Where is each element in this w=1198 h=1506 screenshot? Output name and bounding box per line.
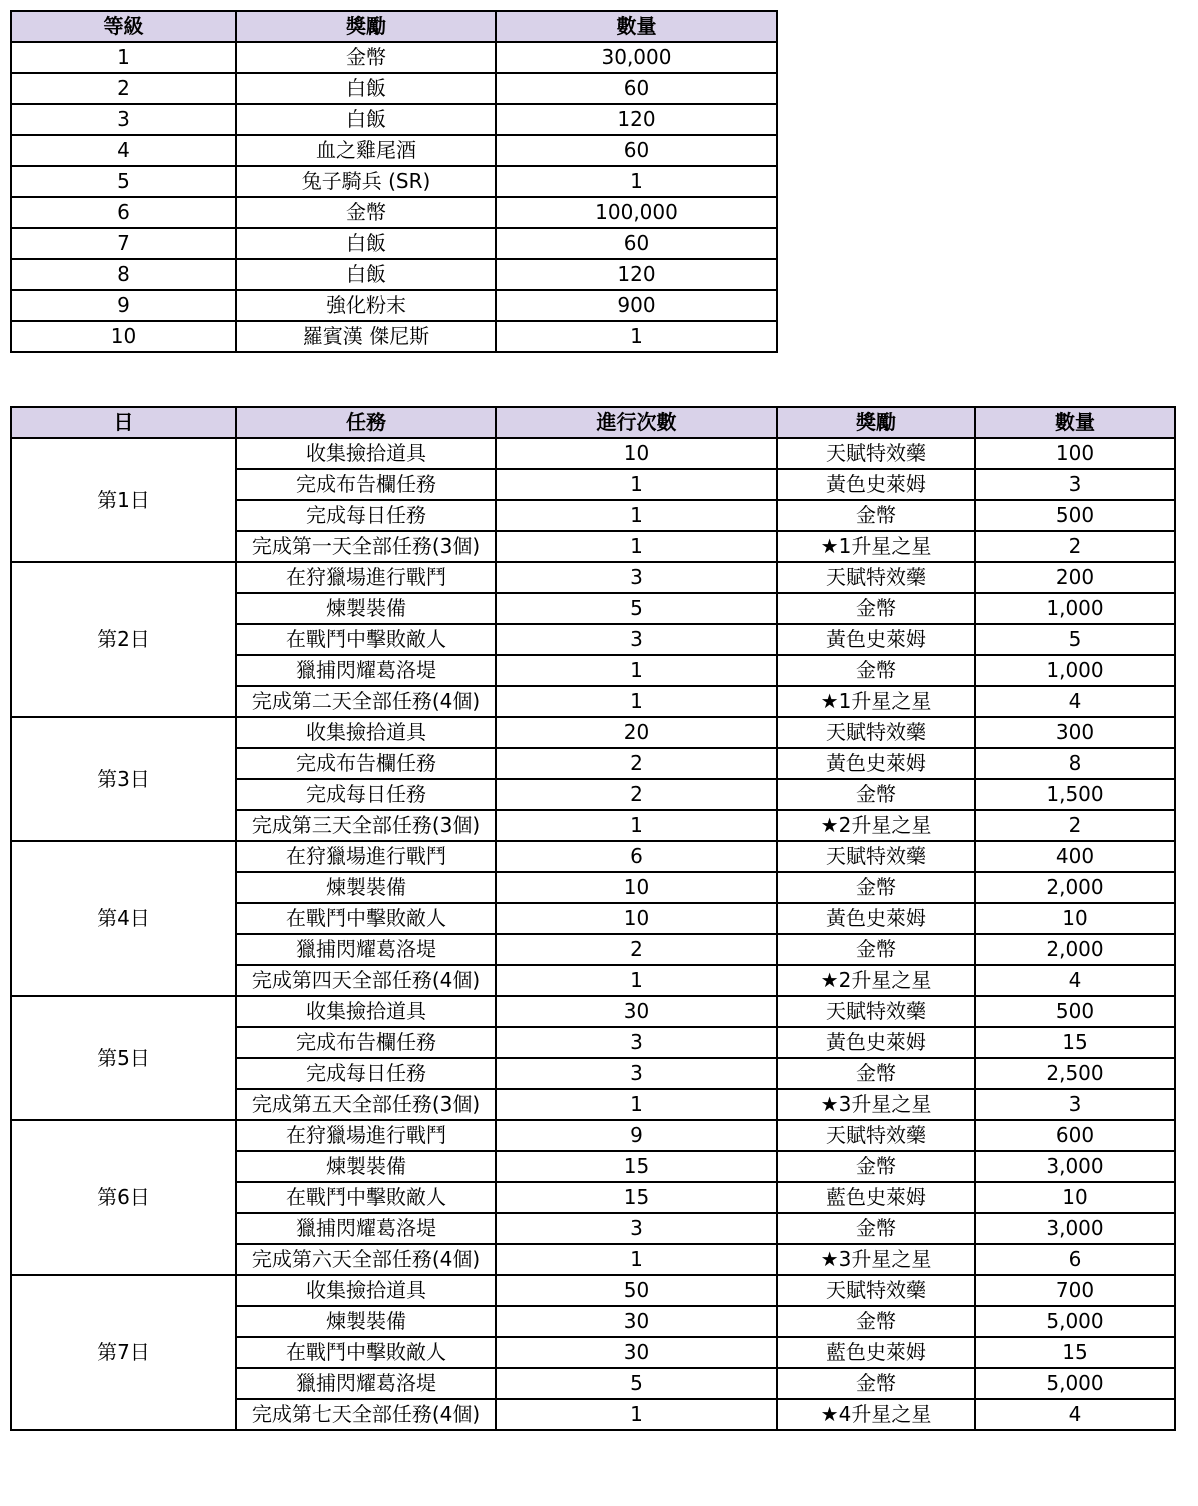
quantity-cell: 900 [496, 290, 777, 321]
quantity-cell: 4 [975, 965, 1175, 996]
count-cell: 6 [496, 841, 777, 872]
task-cell: 完成第一天全部任務(3個) [236, 531, 496, 562]
count-cell: 15 [496, 1182, 777, 1213]
reward-cell: 金幣 [777, 1368, 975, 1399]
count-cell: 1 [496, 531, 777, 562]
count-cell: 2 [496, 934, 777, 965]
count-cell: 1 [496, 1089, 777, 1120]
quantity-cell: 2,000 [975, 934, 1175, 965]
quantity-cell: 600 [975, 1120, 1175, 1151]
reward-cell: 藍色史萊姆 [777, 1337, 975, 1368]
table-row [11, 290, 777, 321]
task-cell: 完成布告欄任務 [236, 469, 496, 500]
quantity-cell: 1 [496, 321, 777, 352]
count-cell: 50 [496, 1275, 777, 1306]
count-cell: 1 [496, 1399, 777, 1430]
reward-cell: 金幣 [777, 779, 975, 810]
task-cell: 在戰鬥中擊敗敵人 [236, 1182, 496, 1213]
reward-cell: 白飯 [236, 259, 496, 290]
quantity-cell: 60 [496, 228, 777, 259]
quantity-cell: 3 [975, 469, 1175, 500]
level-cell: 6 [11, 197, 236, 228]
reward-cell: 黃色史萊姆 [777, 624, 975, 655]
table-row [11, 73, 777, 104]
level-table-body [11, 42, 777, 352]
day-label-cell: 第3日 [11, 717, 236, 841]
reward-cell: 黃色史萊姆 [777, 748, 975, 779]
quantity-cell: 2 [975, 810, 1175, 841]
count-cell: 1 [496, 1244, 777, 1275]
task-cell: 在狩獵場進行戰鬥 [236, 841, 496, 872]
quantity-cell: 8 [975, 748, 1175, 779]
quantity-cell: 120 [496, 104, 777, 135]
quantity-cell: 3,000 [975, 1213, 1175, 1244]
reward-cell: 金幣 [777, 1306, 975, 1337]
quantity-cell: 500 [975, 500, 1175, 531]
count-cell: 1 [496, 500, 777, 531]
reward-cell: 白飯 [236, 228, 496, 259]
reward-cell: 天賦特效藥 [777, 438, 975, 469]
table-row [11, 438, 1175, 469]
quantity-cell: 5,000 [975, 1368, 1175, 1399]
task-cell: 煉製裝備 [236, 872, 496, 903]
reward-cell: ★1升星之星 [777, 531, 975, 562]
level-table-header-row [11, 11, 777, 42]
task-cell: 煉製裝備 [236, 593, 496, 624]
task-cell: 獵捕閃耀葛洛堤 [236, 1213, 496, 1244]
task-cell: 完成布告欄任務 [236, 1027, 496, 1058]
task-cell: 在狩獵場進行戰鬥 [236, 562, 496, 593]
quantity-cell: 1,000 [975, 655, 1175, 686]
quantity-cell: 200 [975, 562, 1175, 593]
count-cell: 3 [496, 1027, 777, 1058]
quantity-cell: 100,000 [496, 197, 777, 228]
count-cell: 15 [496, 1151, 777, 1182]
reward-cell: 白飯 [236, 104, 496, 135]
table-row [11, 259, 777, 290]
level-cell: 1 [11, 42, 236, 73]
count-cell: 30 [496, 1306, 777, 1337]
day-label-cell: 第6日 [11, 1120, 236, 1275]
quantity-cell: 60 [496, 73, 777, 104]
reward-cell: 金幣 [777, 655, 975, 686]
quantity-cell: 60 [496, 135, 777, 166]
level-cell: 8 [11, 259, 236, 290]
count-cell: 3 [496, 1213, 777, 1244]
count-cell: 9 [496, 1120, 777, 1151]
count-cell: 10 [496, 903, 777, 934]
count-cell: 1 [496, 686, 777, 717]
quantity-cell: 4 [975, 1399, 1175, 1430]
table-row [11, 228, 777, 259]
reward-cell: 金幣 [236, 197, 496, 228]
level-header-quantity: 數量 [496, 11, 777, 42]
table-row [11, 996, 1175, 1027]
level-header-level: 等級 [11, 11, 236, 42]
table-row [11, 42, 777, 73]
day-label-cell: 第7日 [11, 1275, 236, 1430]
quantity-cell: 120 [496, 259, 777, 290]
reward-cell: 金幣 [777, 934, 975, 965]
task-cell: 在戰鬥中擊敗敵人 [236, 903, 496, 934]
task-cell: 在戰鬥中擊敗敵人 [236, 624, 496, 655]
reward-cell: 金幣 [777, 500, 975, 531]
count-cell: 1 [496, 965, 777, 996]
level-cell: 5 [11, 166, 236, 197]
reward-cell: 金幣 [777, 1058, 975, 1089]
task-cell: 完成布告欄任務 [236, 748, 496, 779]
count-cell: 20 [496, 717, 777, 748]
mission-header-quantity: 數量 [975, 407, 1175, 438]
mission-header-task: 任務 [236, 407, 496, 438]
quantity-cell: 3 [975, 1089, 1175, 1120]
reward-cell: 白飯 [236, 73, 496, 104]
quantity-cell: 2,500 [975, 1058, 1175, 1089]
quantity-cell: 5,000 [975, 1306, 1175, 1337]
reward-cell: 天賦特效藥 [777, 562, 975, 593]
reward-cell: 金幣 [777, 872, 975, 903]
count-cell: 10 [496, 872, 777, 903]
level-cell: 7 [11, 228, 236, 259]
level-reward-table [10, 10, 778, 353]
table-row [11, 1275, 1175, 1306]
reward-cell: 藍色史萊姆 [777, 1182, 975, 1213]
reward-cell: 金幣 [777, 1151, 975, 1182]
count-cell: 3 [496, 624, 777, 655]
task-cell: 完成每日任務 [236, 500, 496, 531]
reward-cell: ★3升星之星 [777, 1244, 975, 1275]
mission-header-count: 進行次數 [496, 407, 777, 438]
reward-cell: ★2升星之星 [777, 965, 975, 996]
reward-cell: 黃色史萊姆 [777, 469, 975, 500]
count-cell: 10 [496, 438, 777, 469]
quantity-cell: 10 [975, 1182, 1175, 1213]
level-cell: 2 [11, 73, 236, 104]
table-row [11, 1120, 1175, 1151]
task-cell: 完成第五天全部任務(3個) [236, 1089, 496, 1120]
count-cell: 5 [496, 1368, 777, 1399]
count-cell: 3 [496, 1058, 777, 1089]
quantity-cell: 700 [975, 1275, 1175, 1306]
quantity-cell: 500 [975, 996, 1175, 1027]
count-cell: 1 [496, 655, 777, 686]
quantity-cell: 4 [975, 686, 1175, 717]
day-label-cell: 第4日 [11, 841, 236, 996]
task-cell: 煉製裝備 [236, 1151, 496, 1182]
day-label-cell: 第1日 [11, 438, 236, 562]
level-cell: 9 [11, 290, 236, 321]
level-header-reward: 獎勵 [236, 11, 496, 42]
reward-cell: ★2升星之星 [777, 810, 975, 841]
task-cell: 完成第三天全部任務(3個) [236, 810, 496, 841]
table-row [11, 717, 1175, 748]
task-cell: 收集撿拾道具 [236, 996, 496, 1027]
count-cell: 30 [496, 996, 777, 1027]
quantity-cell: 2 [975, 531, 1175, 562]
task-cell: 完成第四天全部任務(4個) [236, 965, 496, 996]
task-cell: 獵捕閃耀葛洛堤 [236, 1368, 496, 1399]
task-cell: 收集撿拾道具 [236, 717, 496, 748]
quantity-cell: 1 [496, 166, 777, 197]
table-row [11, 135, 777, 166]
reward-cell: 黃色史萊姆 [777, 1027, 975, 1058]
table-row [11, 841, 1175, 872]
level-cell: 10 [11, 321, 236, 352]
reward-cell: 天賦特效藥 [777, 1120, 975, 1151]
count-cell: 5 [496, 593, 777, 624]
reward-cell: ★1升星之星 [777, 686, 975, 717]
task-cell: 獵捕閃耀葛洛堤 [236, 934, 496, 965]
reward-cell: 天賦特效藥 [777, 717, 975, 748]
reward-cell: 金幣 [236, 42, 496, 73]
task-cell: 收集撿拾道具 [236, 438, 496, 469]
task-cell: 完成第七天全部任務(4個) [236, 1399, 496, 1430]
task-cell: 完成每日任務 [236, 779, 496, 810]
table-row [11, 562, 1175, 593]
reward-cell: 黃色史萊姆 [777, 903, 975, 934]
quantity-cell: 300 [975, 717, 1175, 748]
reward-cell: 天賦特效藥 [777, 1275, 975, 1306]
mission-header-reward: 獎勵 [777, 407, 975, 438]
quantity-cell: 6 [975, 1244, 1175, 1275]
table-row [11, 197, 777, 228]
count-cell: 3 [496, 562, 777, 593]
quantity-cell: 3,000 [975, 1151, 1175, 1182]
task-cell: 完成每日任務 [236, 1058, 496, 1089]
task-cell: 在狩獵場進行戰鬥 [236, 1120, 496, 1151]
mission-table-body [11, 438, 1175, 1430]
reward-cell: ★3升星之星 [777, 1089, 975, 1120]
task-cell: 完成第六天全部任務(4個) [236, 1244, 496, 1275]
quantity-cell: 15 [975, 1027, 1175, 1058]
reward-cell: 金幣 [777, 1213, 975, 1244]
task-cell: 收集撿拾道具 [236, 1275, 496, 1306]
level-table-header [11, 11, 777, 42]
quantity-cell: 15 [975, 1337, 1175, 1368]
quantity-cell: 30,000 [496, 42, 777, 73]
quantity-cell: 400 [975, 841, 1175, 872]
table-row [11, 104, 777, 135]
quantity-cell: 1,500 [975, 779, 1175, 810]
quantity-cell: 10 [975, 903, 1175, 934]
quantity-cell: 2,000 [975, 872, 1175, 903]
reward-cell: 天賦特效藥 [777, 841, 975, 872]
daily-mission-table [10, 406, 1176, 1431]
day-label-cell: 第5日 [11, 996, 236, 1120]
quantity-cell: 1,000 [975, 593, 1175, 624]
table-row [11, 166, 777, 197]
day-label-cell: 第2日 [11, 562, 236, 717]
reward-cell: 金幣 [777, 593, 975, 624]
level-cell: 3 [11, 104, 236, 135]
task-cell: 在戰鬥中擊敗敵人 [236, 1337, 496, 1368]
task-cell: 完成第二天全部任務(4個) [236, 686, 496, 717]
quantity-cell: 5 [975, 624, 1175, 655]
count-cell: 2 [496, 748, 777, 779]
quantity-cell: 100 [975, 438, 1175, 469]
mission-header-day: 日 [11, 407, 236, 438]
reward-cell: 血之雞尾酒 [236, 135, 496, 166]
reward-cell: ★4升星之星 [777, 1399, 975, 1430]
count-cell: 1 [496, 469, 777, 500]
reward-cell: 天賦特效藥 [777, 996, 975, 1027]
task-cell: 獵捕閃耀葛洛堤 [236, 655, 496, 686]
task-cell: 煉製裝備 [236, 1306, 496, 1337]
mission-table-header-row [11, 407, 1175, 438]
level-cell: 4 [11, 135, 236, 166]
reward-cell: 羅賓漢 傑尼斯 [236, 321, 496, 352]
reward-cell: 強化粉末 [236, 290, 496, 321]
table-row [11, 321, 777, 352]
count-cell: 1 [496, 810, 777, 841]
count-cell: 30 [496, 1337, 777, 1368]
mission-table-header [11, 407, 1175, 438]
count-cell: 2 [496, 779, 777, 810]
reward-cell: 兔子騎兵 (SR) [236, 166, 496, 197]
